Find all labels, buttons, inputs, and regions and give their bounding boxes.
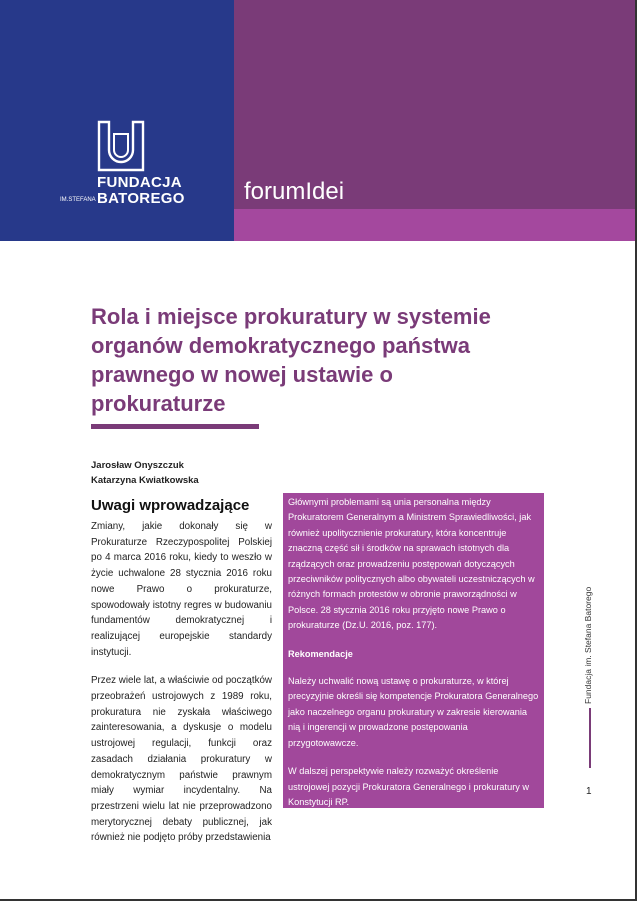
series-title: forumIdei [244, 178, 345, 205]
body-text-column [91, 519, 272, 844]
recommendation-text: Zaleca się rozdzielenie funkcji Prokuratora Generalnego oraz Ministra Sprawiedliwości. [288, 852, 537, 879]
article-title: Rola i miejsce prokuratury w systemie organów demokratycznego państwa prawnego w nowej ustawie o prokuraturze [91, 304, 491, 416]
body-paragraph: Przez wiele lat, a właściwie od początków przeobrażeń ustrojowych z 1989 roku, prokuratura nie zyskała właściwego zainteresowania, a dyskusje o modelu ustrojowej regulacji, funkcji oraz zasadach działania prokuratury w demokratycznym państwie prawnym miały wymiar incydentalny. Na przestrzeni wielu lat nie przeprowadzono merytorycznej debaty publicznej, jak również nie podjęto próby przedstawienia [91, 675, 272, 844]
title-underline [91, 424, 259, 429]
body-paragraph: Zmiany, jakie dokonały się w Prokuraturze Rzeczypospolitej Polskiej po 4 marca 2016 roku, kiedy to weszło w życie uchwalone 28 stycznia 2016 roku nowe Prawo o prokuraturze, spowodowały istotny regres w budowaniu fundamentów demokratycznej i realizującej europejskie standardy instytucji. [91, 521, 272, 658]
recommendation-text: W dalszej perspektywie należy rozważyć określenie ustrojowej pozycji Prokuratora Generalnego i prokuratury w Konstytucji RP. [288, 766, 530, 807]
logo-fundacja: FUNDACJA [97, 174, 182, 191]
section-heading: Uwagi wprowadzające [91, 497, 250, 514]
summary-box [283, 493, 544, 879]
page-number: 1 [586, 786, 592, 797]
side-rule [589, 708, 591, 768]
prosecutor-heading: Prokurator Generalny [288, 825, 383, 836]
author-name: Katarzyna Kwiatkowska [91, 475, 199, 486]
side-label: Fundacja im. Stefana Batorego [583, 586, 593, 704]
logo-prefix: IM.STEFANA [60, 197, 96, 203]
authors [91, 458, 199, 488]
summary-intro: Głównymi problemami są unia personalna między Prokuratorem Generalnym a Ministrem Sprawiedliwości, jak również upolitycznienie prokuratury, która koncentruje znaczną część sił i środków na sprawach istotnych dla rządzących oraz prowadzeniu postępowań dotyczących przeciwników politycznych albo obywateli uczestniczących w różnych formach protestów w obronie praworządności w Polsce. 28 stycznia 2016 roku przyjęto nowe Prawo o prokuraturze (Dz.U. 2016, poz. 177). [288, 497, 535, 631]
header-band [234, 209, 635, 241]
logo-batorego: BATOREGO [97, 190, 185, 207]
author-name: Jarosław Onyszczuk [91, 460, 184, 471]
recommendations-heading: Rekomendacje [288, 648, 353, 659]
foundation-logo-icon [97, 120, 145, 172]
recommendation-text: Należy uchwalić nową ustawę o prokuraturze, w której precyzyjnie określi się kompetencje Prokuratora Generalnego jako naczelnego organu prokuratury w zakresie kierowania nią i ingerencji w prowadzone postępowania przygotowawcze. [288, 676, 539, 748]
